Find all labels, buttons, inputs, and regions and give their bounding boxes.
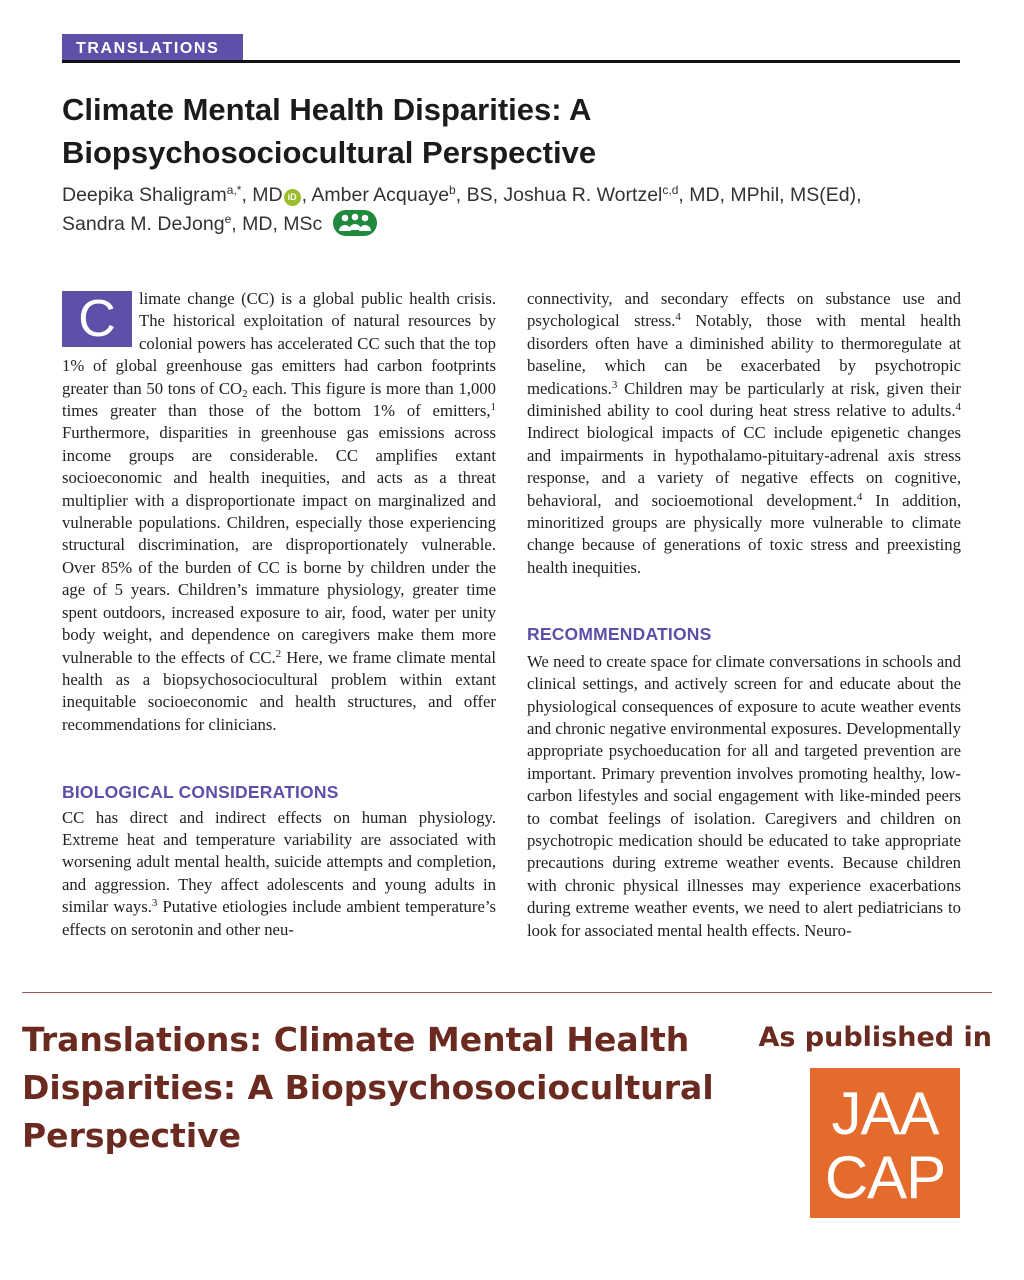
biological-text-1: CC has direct and indirect effects on human physiology. Extreme heat and temperature variability are associated with worsening adult mental health, suicide attempts and completion, and aggression. They affect adolescents and young adults in similar ways. <box>62 807 496 917</box>
author-1-name: Deepika Shaligram <box>62 184 227 206</box>
continued-text-1: connectivity, and secondary effects on substance use and psychological stress. <box>527 289 961 331</box>
author-list <box>62 182 962 245</box>
continued-paragraph <box>527 288 961 579</box>
author-4-degree: , MD, MSc <box>231 213 323 235</box>
article-title <box>62 88 962 174</box>
author-3-name: , BS, Joshua R. Wortzel <box>455 184 663 206</box>
drop-cap: C <box>62 291 132 347</box>
section-heading-recommendations: RECOMMENDATIONS <box>527 624 712 645</box>
author-4-affiliation: e <box>224 212 232 226</box>
logo-line-1: JAA <box>831 1080 939 1147</box>
biological-paragraph <box>62 807 496 941</box>
promo-divider <box>22 992 992 993</box>
title-line-2: Biopsychosociocultural Perspective <box>62 135 597 170</box>
promo-title-line-1: Translations: Climate Mental Health <box>22 1020 690 1059</box>
logo-line-2: CAP <box>824 1144 946 1211</box>
section-tag: TRANSLATIONS <box>62 34 243 61</box>
author-2-name: , Amber Acquaye <box>301 184 450 206</box>
author-4-name: Sandra M. DeJong <box>62 213 225 235</box>
right-column <box>527 288 961 942</box>
reference-4a[interactable]: 4 <box>675 311 681 324</box>
continued-text-4: Indirect biological impacts of CC include epigenetic changes and impairments in hypothalamo-pituitary-adrenal axis stress response, and a variety of negative effects on cognitive, behavioral, and socioemotional development. <box>527 423 961 510</box>
header-rule <box>62 60 960 63</box>
jaacap-logo <box>810 1068 960 1218</box>
reference-1[interactable]: 1 <box>490 401 496 414</box>
author-3-degree: , MD, MPhil, MS(Ed), <box>678 184 862 206</box>
reference-3b[interactable]: 3 <box>611 378 618 391</box>
intro-text-3: Furthermore, disparities in greenhouse gas emissions across income groups are considerable. CC amplifies extant socioeconomic and health inequities, and acts as a threat multiplier with a disproportionate impact on marginalized and vulnerable populations. Children, especially those experiencing structural discrimination, are disproportionately vulnerable. Over 85% of the burden of CC is borne by children under the age of 5 years. Children’s immature physiology, greater time spent outdoors, increased exposure to air, food, water per unity body weight, and dependence on caregivers make them more vulnerable to the effects of CC. <box>62 423 496 667</box>
continued-text-3: Children may be particularly at risk, given their diminished ability to cool during heat stress relative to adults. <box>527 378 961 421</box>
promo-title-line-3: Perspective <box>22 1116 242 1155</box>
promo-title-line-2: Disparities: A Biopsychosociocultural <box>22 1068 714 1107</box>
published-label: As published in <box>758 1022 992 1053</box>
author-1-affiliation: a,* <box>226 183 242 197</box>
author-1-degree: , MD <box>241 184 283 206</box>
intro-text-2: each. This figure is more than 1,000 times greater than those of the bottom 1% of emitters, <box>62 378 496 421</box>
continued-text-2: Notably, those with mental health disorders often have a diminished ability to thermoregulate at baseline, which can be exacerbated by psychotropic medications. <box>527 311 961 398</box>
promo-title <box>22 1016 722 1160</box>
title-line-1: Climate Mental Health Disparities: A <box>62 92 592 127</box>
author-3-affiliation: c,d <box>662 183 679 197</box>
group-people-icon <box>332 209 378 245</box>
intro-text-1: limate change (CC) is a global public health crisis. The historical exploitation of natural resources by colonial powers has accelerated CC such that the top 1% of global greenhouse gas emitters had carbon footprints greater than 50 tons of CO <box>62 289 496 398</box>
continued-text-5: In addition, minoritized groups are physically more vulnerable to climate change because of generations of toxic stress and preexisting health inequities. <box>527 490 962 577</box>
reference-2[interactable]: 2 <box>275 647 282 660</box>
co2-subscript: 2 <box>242 387 248 400</box>
intro-text-4: Here, we frame climate mental health as a biopsychosociocultural problem within extant inequitable socioeconomic and health structures, and offer recommendations for clinicians. <box>62 647 496 734</box>
section-heading-biological: BIOLOGICAL CONSIDERATIONS <box>62 782 339 803</box>
biological-text-2: Putative etiologies include ambient temperature’s effects on serotonin and other neu- <box>62 897 496 939</box>
reference-4c[interactable]: 4 <box>856 490 863 503</box>
intro-paragraph <box>62 288 496 736</box>
author-2-affiliation: b <box>449 183 456 197</box>
reference-3[interactable]: 3 <box>151 897 158 910</box>
reference-4b[interactable]: 4 <box>955 401 961 414</box>
left-column <box>62 288 496 941</box>
recommendations-paragraph: We need to create space for climate conversations in schools and clinical settings, and actively screen for and educate about the physiological consequences of exposure to acute weather events and chronic negative environmental exposures. Developmentally appropriate psychoeducation for all and targeted prevention are important. Primary prevention involves promoting healthy, low-carbon lifestyles and social engagement with like-minded peers to combat feelings of isolation. Caregivers and children on psychotropic medication should be educated to take appropriate precautions during extreme weather events. Because children with chronic physical illnesses may experience exacerbations during extreme weather events, we need to alert pediatricians to look for associated mental health effects. Neuro- <box>527 651 961 940</box>
orcid-icon[interactable]: iD <box>284 189 301 206</box>
